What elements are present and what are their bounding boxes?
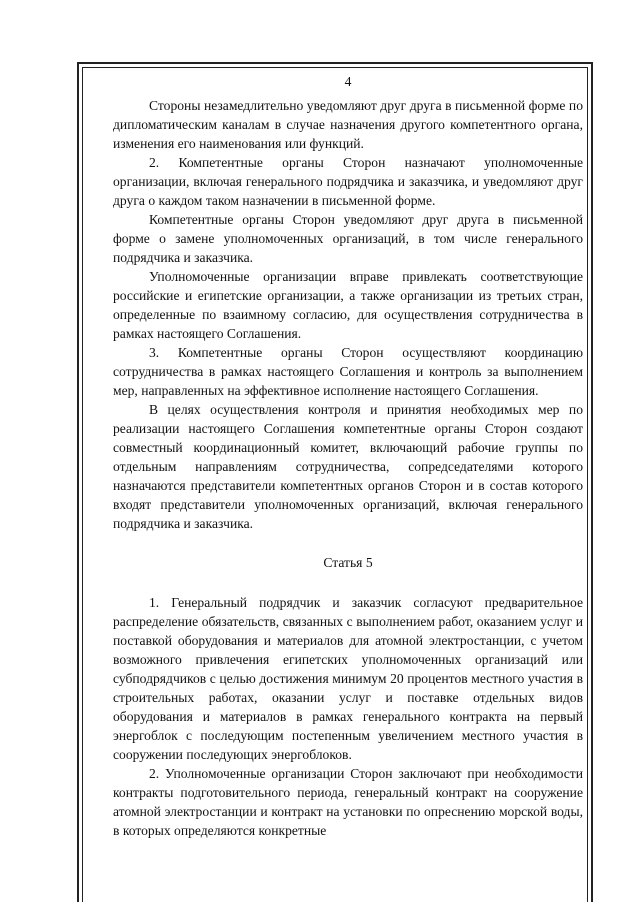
- paragraph-contracts: 2. Уполномоченные организации Сторон заключают при необходимости контракты подготовительного периода, генеральный контракт на сооружение атомной электростанции и контракт на установки по опреснению морской воды, в которых определяются конкретные: [113, 766, 583, 838]
- paragraph-coordination-committee: В целях осуществления контроля и принятия необходимых мер по реализации настоящего Соглашения компетентные органы Сторон создают совместный координационный комитет, включающий рабочие группы по отдельным направлениям сотрудничества, сопредседателями которого назначаются представители компетентных органов Сторон и в состав которого входят представители уполномоченных организаций, включая генерального подрядчика и заказчика.: [113, 402, 583, 531]
- paragraph-authorized-organizations: 2. Компетентные органы Сторон назначают уполномоченные организации, включая генерального подрядчика и заказчика, и уведомляют друг друга о каждом таком назначении в письменной форме.: [113, 155, 583, 208]
- paragraph-notify-diplomatic: Стороны незамедлительно уведомляют друг друга в письменной форме по дипломатическим каналам в случае назначения другого компетентного органа, изменения его наименования или функций.: [113, 98, 583, 151]
- paragraph-engaging-organizations: Уполномоченные организации вправе привлекать соответствующие российские и египетские организации, а также организации из третьих стран, определенные по взаимному согласию, для осуществления сотрудничества в рамках настоящего Соглашения.: [113, 269, 583, 341]
- article-heading: Статья 5: [323, 555, 373, 570]
- document-body: [113, 72, 583, 840]
- paragraph-coordination: 3. Компетентные органы Сторон осуществляют координацию сотрудничества в рамках настоящего Соглашения и контроль за выполнением мер, направленных на эффективное исполнение настоящего Соглашения.: [113, 345, 583, 398]
- page-number: 4: [344, 74, 352, 89]
- paragraph-replacement-notice: Компетентные органы Сторон уведомляют друг друга в письменной форме о замене уполномоченных организаций, в том числе генерального подрядчика и заказчика.: [113, 212, 583, 265]
- paragraph-obligations-distribution: 1. Генеральный подрядчик и заказчик согласуют предварительное распределение обязательств, связанных с выполнением работ, оказанием услуг и поставкой оборудования и материалов для атомной электростанции, с учетом возможного привлечения египетских уполномоченных организаций или субподрядчиков с целью достижения минимум 20 процентов местного участия в строительных работах, оказании услуг и поставке отдельных видов оборудования и материалов в рамках генерального контракта на первый энергоблок с последующим постепенным увеличением местного участия в сооружении последующих энергоблоков.: [113, 595, 583, 762]
